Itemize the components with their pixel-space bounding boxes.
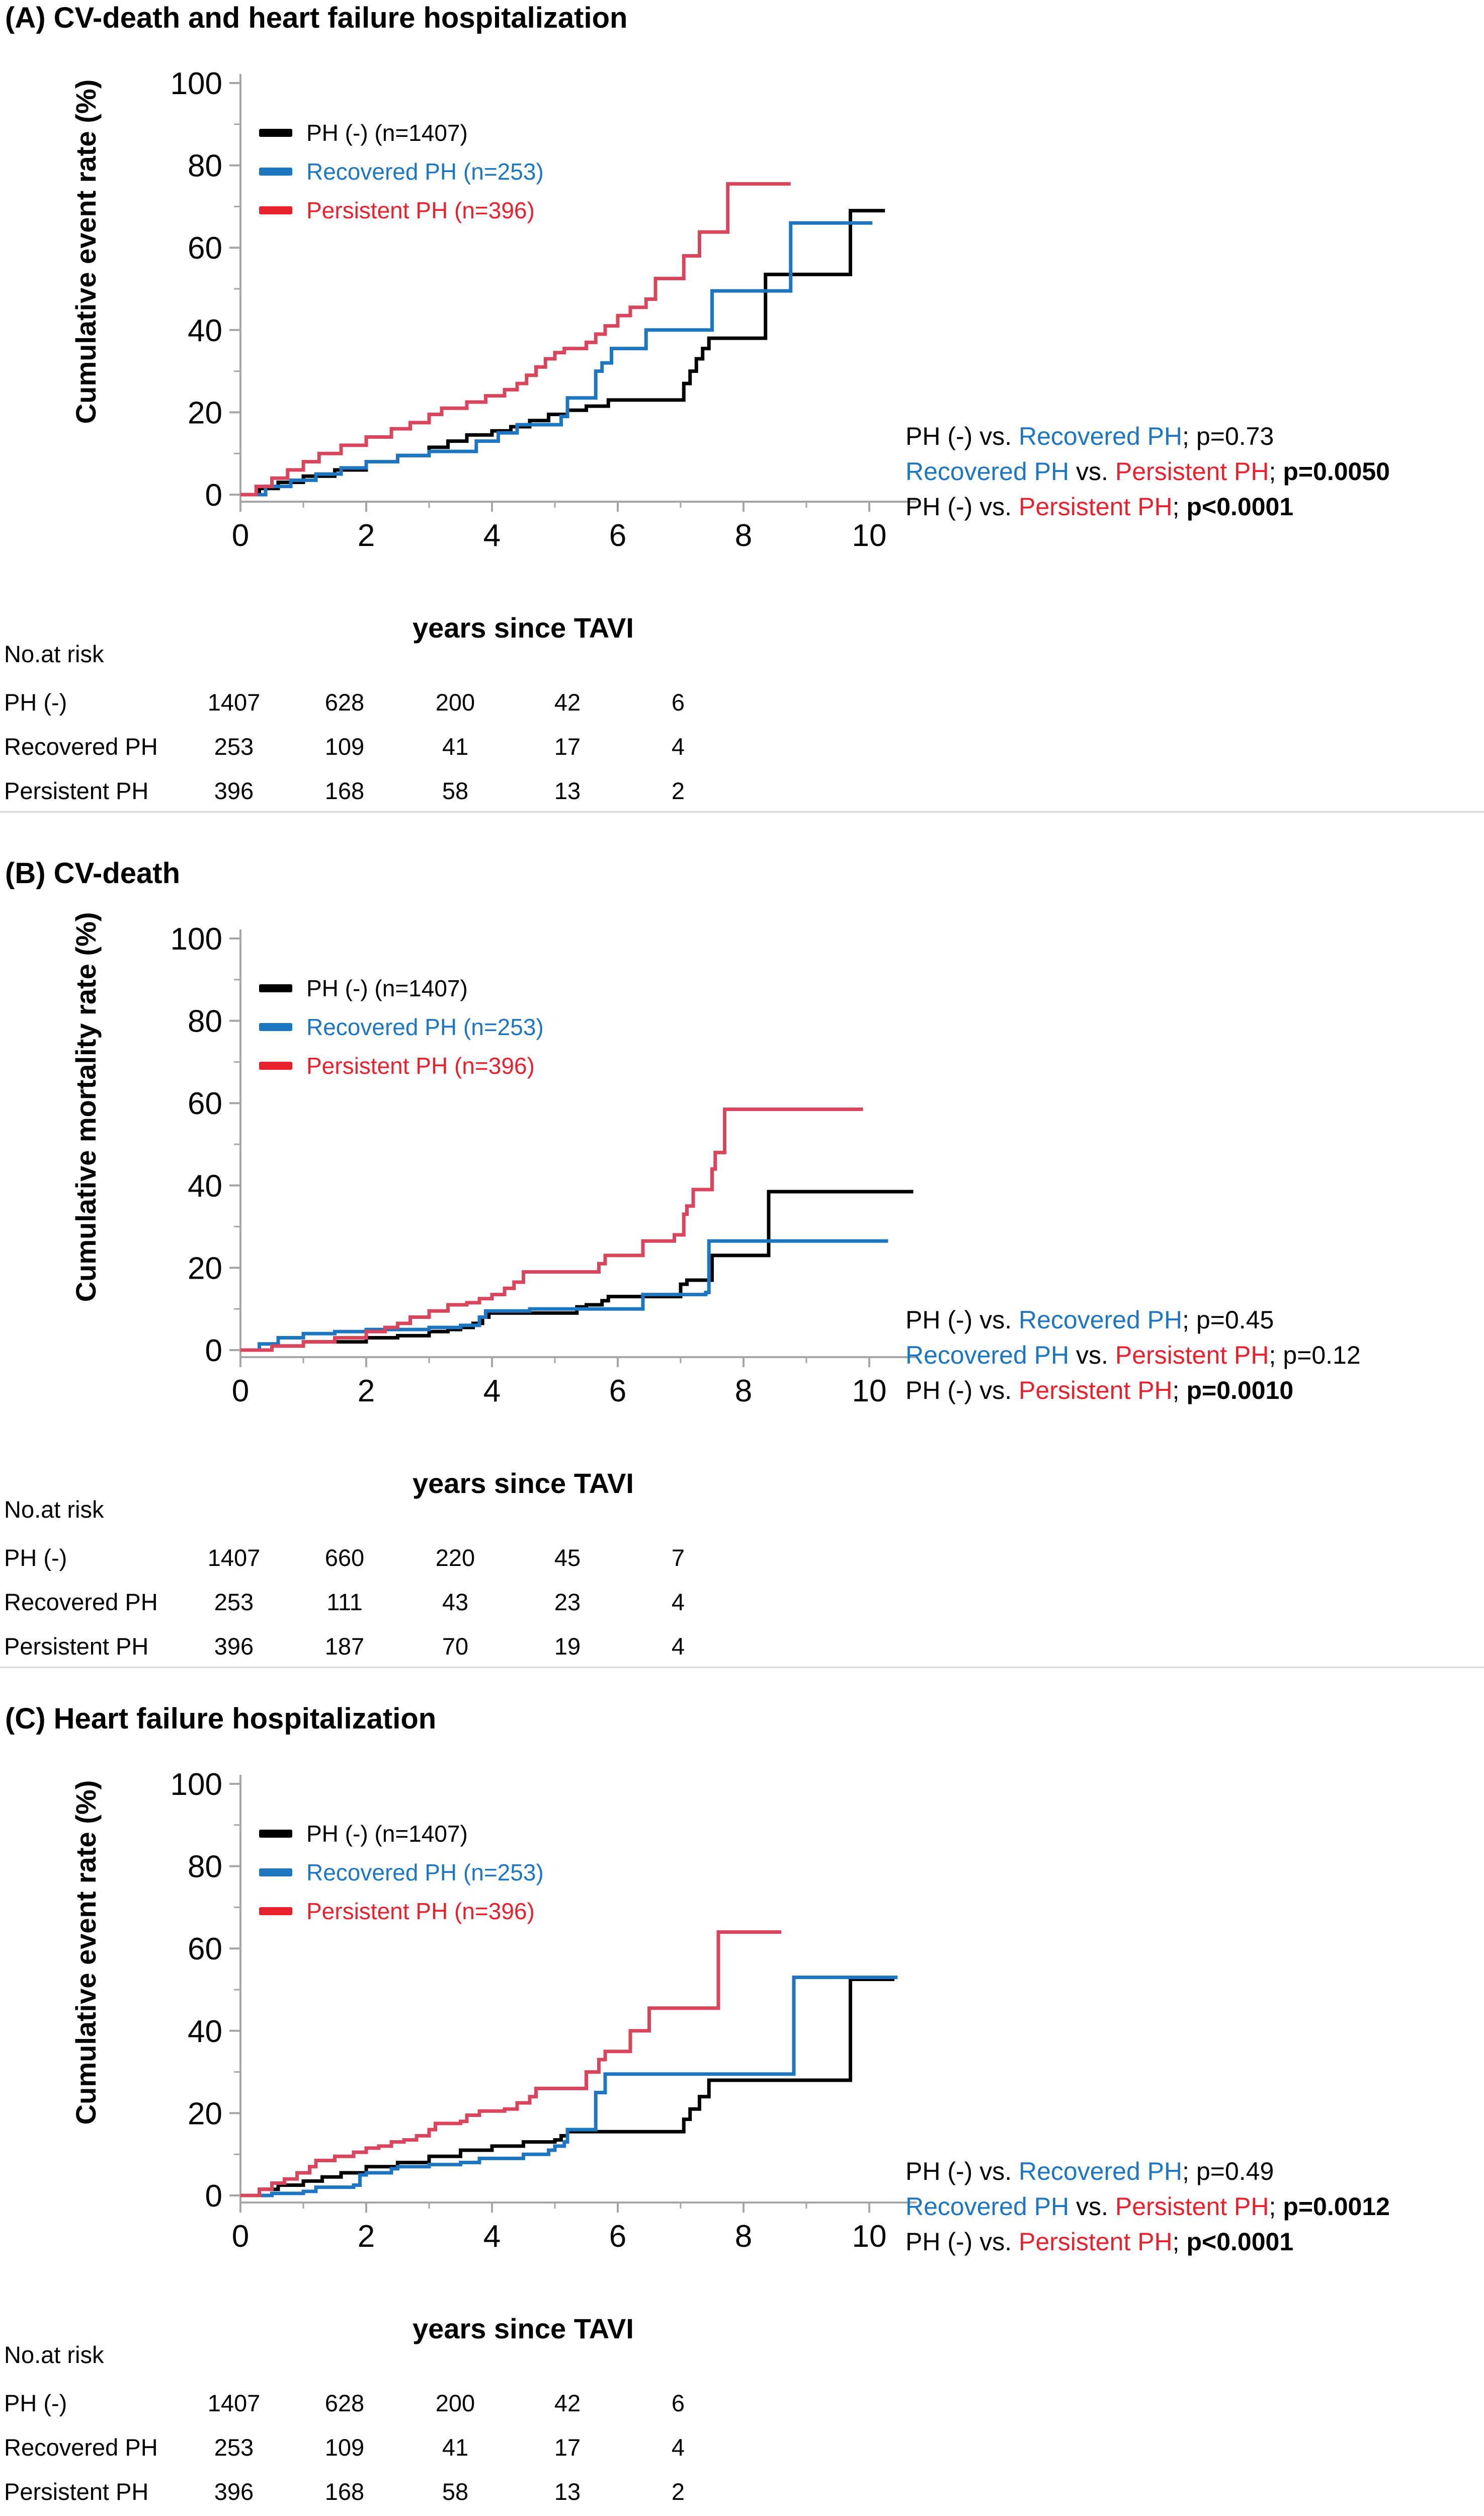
risk-count: 253 — [214, 733, 254, 760]
risk-count: 4 — [671, 1633, 685, 1660]
risk-row — [0, 1588, 1484, 1618]
pvalue-segment: ; — [1269, 2192, 1283, 2221]
legend-swatch — [259, 1023, 292, 1031]
y-tick-label: 40 — [188, 313, 222, 348]
panel-title: (C) Heart failure hospitalization — [5, 1702, 437, 1735]
risk-table — [0, 2389, 1484, 2516]
legend-item — [259, 969, 544, 1007]
y-tick-label: 80 — [188, 1849, 222, 1884]
panel-title: (A) CV-death and heart failure hospitalization — [5, 2, 628, 34]
x-tick-label: 10 — [852, 1374, 887, 1408]
pvalue-line — [905, 2189, 1484, 2224]
y-axis-label: Cumulative event rate (%) — [70, 79, 102, 424]
risk-table — [0, 688, 1484, 819]
risk-row-label: Persistent PH — [4, 777, 149, 804]
pvalue-segment: p=0.0050 — [1283, 457, 1390, 486]
pvalue-segment: Recovered PH — [1018, 2157, 1183, 2185]
risk-count: 396 — [214, 1633, 254, 1660]
risk-count: 43 — [442, 1589, 469, 1615]
risk-count: 200 — [435, 689, 475, 716]
pvalue-line — [905, 1338, 1484, 1373]
legend-label: Recovered PH (n=253) — [306, 1859, 544, 1885]
risk-count: 17 — [554, 733, 581, 760]
pvalue-segment: Recovered PH — [905, 2192, 1069, 2221]
pvalue-segment: ; — [1182, 1306, 1196, 1334]
y-tick-label: 0 — [205, 2179, 222, 2214]
legend-item — [259, 1007, 544, 1046]
risk-row-label: Recovered PH — [4, 2434, 158, 2461]
pvalue-segment: ; — [1182, 422, 1196, 450]
x-tick-label: 2 — [357, 1374, 375, 1408]
pvalue-segment: ; — [1172, 1376, 1187, 1404]
risk-table-caption: No.at risk — [4, 2341, 104, 2368]
risk-count: 660 — [324, 1544, 365, 1571]
legend-item — [259, 191, 544, 229]
pvalue-line — [905, 1302, 1484, 1338]
pvalue-segment: PH (-) vs. — [905, 2228, 1019, 2256]
legend-swatch — [259, 1907, 292, 1915]
km-curve-Recovered PH (n=253) — [240, 1977, 897, 2195]
risk-count: 6 — [671, 689, 685, 716]
pvalue-segment: Recovered PH — [905, 457, 1069, 486]
risk-count: 396 — [214, 777, 254, 804]
risk-row — [0, 688, 1484, 719]
y-tick-label: 80 — [188, 148, 222, 184]
y-tick-label: 60 — [188, 231, 222, 266]
risk-table-caption: No.at risk — [4, 1496, 104, 1523]
risk-count: 109 — [324, 2434, 365, 2461]
risk-count: 23 — [554, 1589, 581, 1615]
pvalue-segment: p<0.0001 — [1186, 2228, 1294, 2256]
pvalue-segment: Persistent PH — [1115, 1341, 1269, 1369]
legend-item — [259, 1814, 544, 1853]
y-tick-label: 20 — [188, 1251, 222, 1286]
risk-row-label: Recovered PH — [4, 733, 158, 760]
risk-count: 4 — [671, 1589, 685, 1615]
pvalue-segment: Recovered PH — [1018, 1306, 1183, 1334]
legend-label: PH (-) (n=1407) — [306, 975, 468, 1001]
pvalue-segment: ; — [1269, 1341, 1283, 1369]
risk-row-label: PH (-) — [4, 689, 67, 716]
legend-swatch — [259, 1830, 292, 1838]
risk-count: 58 — [442, 777, 469, 804]
pvalue-segment: PH (-) vs. — [905, 422, 1019, 450]
risk-count: 41 — [442, 2434, 469, 2461]
km-curve-Recovered PH (n=253) — [240, 1241, 888, 1350]
x-tick-label: 2 — [357, 518, 375, 553]
panel-hf-hospitalization — [0, 1701, 1484, 2507]
x-axis-label: years since TAVI — [413, 2313, 634, 2344]
chart-legend — [259, 1814, 544, 1930]
risk-count: 13 — [554, 2478, 581, 2505]
pvalue-line — [905, 454, 1484, 489]
x-tick-label: 0 — [231, 2219, 250, 2254]
x-axis-label: years since TAVI — [413, 612, 634, 644]
y-tick-label: 20 — [188, 2096, 222, 2132]
legend-item — [259, 1853, 544, 1892]
risk-count: 41 — [442, 733, 469, 760]
x-tick-label: 4 — [483, 1374, 501, 1408]
risk-count: 1407 — [207, 2390, 261, 2416]
risk-count: 253 — [214, 1589, 254, 1615]
pvalue-segment: vs. — [1069, 457, 1115, 486]
x-axis-label: years since TAVI — [413, 1467, 634, 1499]
x-tick-label: 4 — [483, 2219, 501, 2254]
risk-row-label: Persistent PH — [4, 2478, 149, 2505]
risk-count: 1407 — [207, 689, 261, 716]
pvalue-segment: p=0.45 — [1196, 1306, 1274, 1334]
pvalue-line — [905, 1373, 1484, 1408]
legend-swatch — [259, 129, 292, 137]
y-tick-label: 100 — [170, 922, 222, 957]
pvalue-segment: ; — [1172, 493, 1187, 521]
risk-count: 111 — [326, 1589, 363, 1615]
pvalue-segment: p=0.12 — [1283, 1341, 1361, 1369]
pvalue-segment: p=0.0012 — [1283, 2192, 1390, 2221]
risk-count: 396 — [214, 2478, 254, 2505]
pvalue-segment: Persistent PH — [1018, 1376, 1173, 1404]
legend-label: Recovered PH (n=253) — [306, 158, 544, 185]
risk-count: 19 — [554, 1633, 581, 1660]
y-tick-label: 40 — [188, 2014, 222, 2049]
risk-count: 45 — [554, 1544, 581, 1571]
legend-item — [259, 152, 544, 191]
risk-count: 168 — [324, 777, 365, 804]
legend-swatch — [259, 1062, 292, 1070]
chart-legend — [259, 113, 544, 229]
panel-cv-death-and-hf-hospitalization — [0, 0, 1484, 835]
y-axis-label: Cumulative event rate (%) — [70, 1780, 102, 2125]
risk-table-caption: No.at risk — [4, 641, 104, 667]
pvalue-segment: Persistent PH — [1115, 457, 1269, 486]
pvalue-annotations — [905, 2154, 1484, 2259]
panel-title: (B) CV-death — [5, 857, 180, 890]
risk-row-label: PH (-) — [4, 1544, 67, 1571]
x-tick-label: 8 — [734, 2219, 753, 2254]
pvalue-segment: vs. — [1069, 2192, 1115, 2221]
risk-count: 42 — [554, 689, 581, 716]
legend-label: Recovered PH (n=253) — [306, 1013, 544, 1040]
risk-count: 220 — [435, 1544, 475, 1571]
risk-count: 42 — [554, 2390, 581, 2416]
risk-row — [0, 1632, 1484, 1663]
pvalue-annotations — [905, 1302, 1484, 1408]
x-tick-label: 8 — [734, 518, 753, 553]
pvalue-line — [905, 419, 1484, 454]
y-tick-label: 20 — [188, 396, 222, 431]
pvalue-segment: p=0.49 — [1196, 2157, 1274, 2185]
panel-divider — [0, 1667, 1484, 1668]
risk-row-label: Recovered PH — [4, 1589, 158, 1615]
risk-row — [0, 2433, 1484, 2464]
risk-count: 4 — [671, 2434, 685, 2461]
risk-row — [0, 1544, 1484, 1574]
pvalue-segment: PH (-) vs. — [905, 493, 1019, 521]
risk-count: 2 — [671, 777, 685, 804]
legend-label: Persistent PH (n=396) — [306, 197, 535, 223]
pvalue-segment: Persistent PH — [1018, 493, 1173, 521]
pvalue-segment: p=0.0010 — [1186, 1376, 1294, 1404]
y-tick-label: 60 — [188, 1086, 222, 1122]
risk-row — [0, 777, 1484, 807]
risk-count: 187 — [324, 1633, 365, 1660]
pvalue-segment: Recovered PH — [1018, 422, 1183, 450]
x-tick-label: 8 — [734, 1374, 753, 1408]
y-tick-label: 80 — [188, 1004, 222, 1039]
risk-count: 109 — [324, 733, 365, 760]
pvalue-segment: p<0.0001 — [1186, 493, 1294, 521]
pvalue-segment: Persistent PH — [1018, 2228, 1173, 2256]
pvalue-line — [905, 2154, 1484, 2189]
risk-row — [0, 2478, 1484, 2508]
pvalue-segment: ; — [1182, 2157, 1196, 2185]
x-tick-label: 10 — [852, 2219, 887, 2254]
legend-item — [259, 1046, 544, 1085]
y-tick-label: 100 — [170, 1767, 222, 1802]
risk-count: 70 — [442, 1633, 469, 1660]
pvalue-segment: PH (-) vs. — [905, 2157, 1019, 2185]
risk-count: 6 — [671, 2390, 685, 2416]
x-tick-label: 6 — [609, 2219, 627, 2254]
x-tick-label: 4 — [483, 518, 501, 553]
pvalue-line — [905, 2224, 1484, 2259]
x-tick-label: 10 — [852, 518, 887, 553]
km-curve-Persistent PH (n=396) — [240, 1932, 781, 2195]
risk-count: 13 — [554, 777, 581, 804]
risk-row-label: PH (-) — [4, 2390, 67, 2416]
pvalue-segment: Persistent PH — [1115, 2192, 1269, 2221]
x-tick-label: 0 — [231, 1374, 250, 1408]
risk-count: 17 — [554, 2434, 581, 2461]
risk-row — [0, 2389, 1484, 2419]
y-tick-label: 100 — [170, 66, 222, 101]
y-axis-label: Cumulative mortality rate (%) — [70, 912, 102, 1302]
pvalue-segment: ; — [1172, 2228, 1187, 2256]
legend-label: PH (-) (n=1407) — [306, 119, 468, 146]
risk-count: 253 — [214, 2434, 254, 2461]
legend-swatch — [259, 984, 292, 992]
pvalue-segment: p=0.73 — [1196, 422, 1274, 450]
legend-label: Persistent PH (n=396) — [306, 1052, 535, 1079]
pvalue-segment: PH (-) vs. — [905, 1376, 1019, 1404]
risk-count: 628 — [324, 2390, 365, 2416]
pvalue-segment: ; — [1269, 457, 1283, 486]
x-tick-label: 2 — [357, 2219, 375, 2254]
x-tick-label: 6 — [609, 1374, 627, 1408]
risk-count: 168 — [324, 2478, 365, 2505]
risk-count: 628 — [324, 689, 365, 716]
risk-count: 58 — [442, 2478, 469, 2505]
y-tick-label: 0 — [205, 478, 222, 513]
pvalue-annotations — [905, 419, 1484, 524]
pvalue-segment: vs. — [1069, 1341, 1115, 1369]
risk-count: 7 — [671, 1544, 685, 1571]
risk-row — [0, 733, 1484, 763]
legend-swatch — [259, 168, 292, 176]
x-tick-label: 6 — [609, 518, 627, 553]
risk-count: 200 — [435, 2390, 475, 2416]
legend-label: PH (-) (n=1407) — [306, 1820, 468, 1847]
y-tick-label: 60 — [188, 1932, 222, 1967]
legend-swatch — [259, 1868, 292, 1876]
panel-divider — [0, 811, 1484, 813]
risk-count: 2 — [671, 2478, 685, 2505]
legend-swatch — [259, 206, 292, 214]
legend-item — [259, 113, 544, 152]
pvalue-line — [905, 489, 1484, 524]
legend-item — [259, 1892, 544, 1930]
y-tick-label: 0 — [205, 1333, 222, 1368]
pvalue-segment: PH (-) vs. — [905, 1306, 1019, 1334]
risk-row-label: Persistent PH — [4, 1633, 149, 1660]
chart-legend — [259, 969, 544, 1085]
y-tick-label: 40 — [188, 1168, 222, 1204]
x-tick-label: 0 — [231, 518, 250, 553]
risk-table — [0, 1544, 1484, 1675]
panel-cv-death — [0, 855, 1484, 1691]
pvalue-segment: Recovered PH — [905, 1341, 1069, 1369]
risk-count: 4 — [671, 733, 685, 760]
risk-count: 1407 — [207, 1544, 261, 1571]
legend-label: Persistent PH (n=396) — [306, 1898, 535, 1924]
